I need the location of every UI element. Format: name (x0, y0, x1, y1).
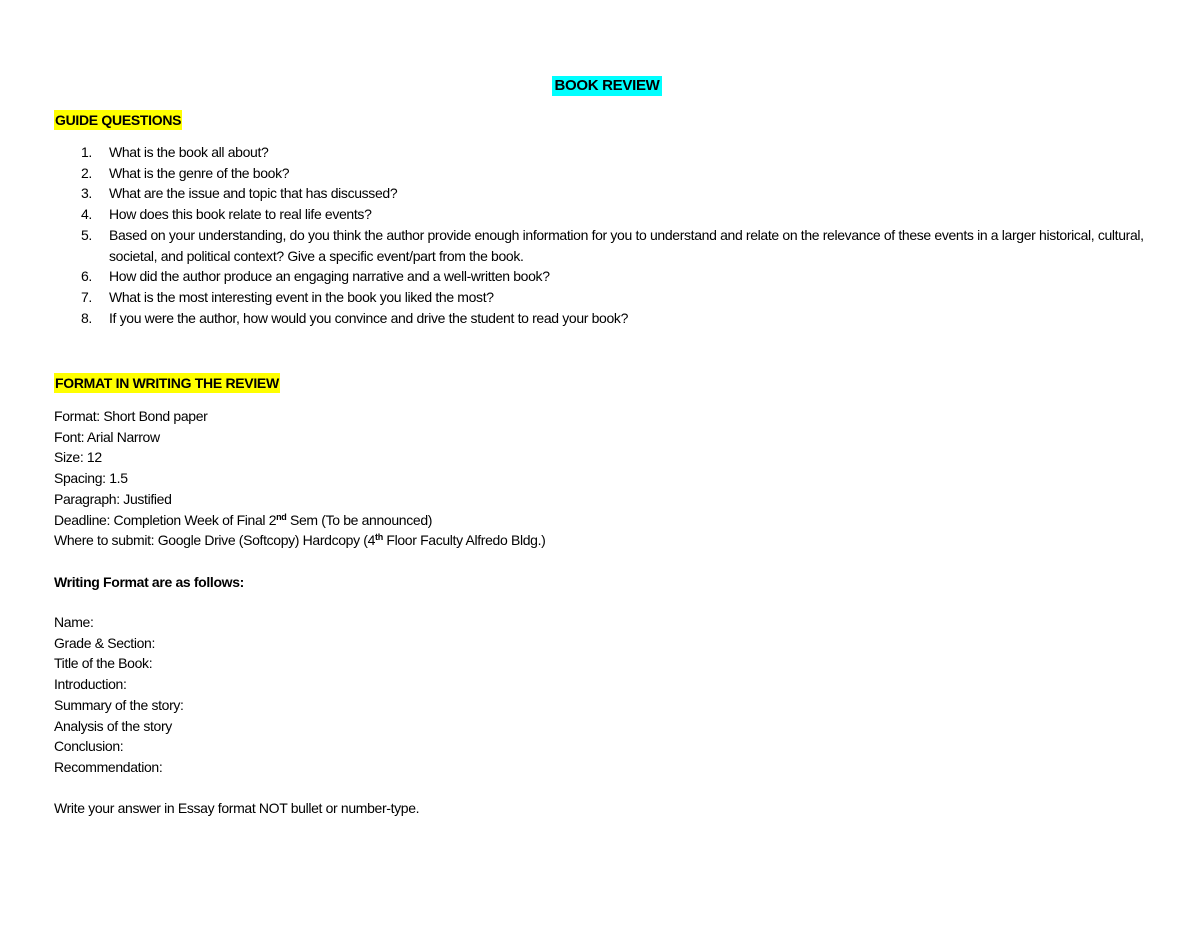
page-title: BOOK REVIEW (554, 77, 660, 94)
submit-text-end: Floor Faculty Alfredo Bldg.) (382, 532, 546, 549)
format-submit (54, 530, 545, 551)
list-item (54, 183, 1144, 204)
list-number: 1. (81, 144, 92, 160)
field-title: Title of the Book: (54, 655, 153, 672)
guide-questions-heading: GUIDE QUESTIONS (55, 112, 182, 128)
list-text: How does this book relate to real life events? (109, 206, 372, 223)
list-text: If you were the author, how would you convince and drive the student to read your book? (109, 309, 629, 326)
field-recommendation: Recommendation: (54, 758, 163, 775)
list-item (54, 225, 1144, 266)
format-paragraph: Paragraph: Justified (54, 490, 172, 507)
deadline-text: Deadline: Completion Week of Final 2 (54, 511, 277, 528)
list-text: What is the genre of the book? (109, 164, 290, 181)
format-deadline (54, 510, 545, 531)
list-text: Based on your understanding, do you think the author provide enough information for you to understand and relate on the relevance of these events in a larger historical, cultural, societal, and political context? Give a specific event/part from the book. (109, 226, 1144, 264)
list-item (54, 204, 1144, 225)
format-font: Font: Arial Narrow (54, 428, 160, 445)
title-row (0, 76, 1200, 96)
field-grade-section: Grade & Section: (54, 634, 156, 651)
list-text: How did the author produce an engaging narrative and a well-written book? (109, 268, 550, 285)
list-text: What are the issue and topic that has discussed? (109, 185, 398, 202)
list-number: 2. (81, 164, 92, 181)
guide-questions-list (54, 142, 1144, 328)
format-heading: FORMAT IN WRITING THE REVIEW (55, 375, 279, 391)
field-name: Name: (54, 614, 94, 630)
deadline-text-end: Sem (To be announced) (286, 511, 433, 528)
list-number: 8. (81, 309, 92, 326)
deadline-superscript: nd (276, 511, 287, 522)
field-introduction: Introduction: (54, 676, 127, 693)
submit-superscript: th (375, 532, 383, 543)
list-item (54, 163, 1144, 184)
field-conclusion: Conclusion: (54, 738, 124, 755)
list-number: 7. (81, 288, 92, 305)
writing-format-heading: Writing Format are as follows: (54, 574, 244, 590)
list-text: What is the most interesting event in the book you liked the most? (109, 288, 494, 305)
list-number: 5. (81, 226, 92, 243)
list-number: 6. (81, 268, 92, 285)
format-spacing: Spacing: 1.5 (54, 470, 128, 487)
format-size: Size: 12 (54, 449, 102, 466)
format-paper: Format: Short Bond paper (54, 408, 208, 424)
field-analysis: Analysis of the story (54, 717, 172, 734)
list-number: 4. (81, 206, 92, 223)
list-text: What is the book all about? (109, 144, 269, 160)
list-item (54, 308, 1144, 329)
list-item (54, 266, 1144, 287)
list-number: 3. (81, 185, 92, 202)
field-summary: Summary of the story: (54, 696, 184, 713)
writing-fields (54, 612, 184, 778)
list-item (54, 287, 1144, 308)
format-details (54, 406, 545, 551)
final-note: Write your answer in Essay format NOT bullet or number-type. (54, 800, 420, 816)
list-item (54, 142, 1144, 163)
submit-text: Where to submit: Google Drive (Softcopy) Hardcopy (4 (54, 532, 376, 549)
